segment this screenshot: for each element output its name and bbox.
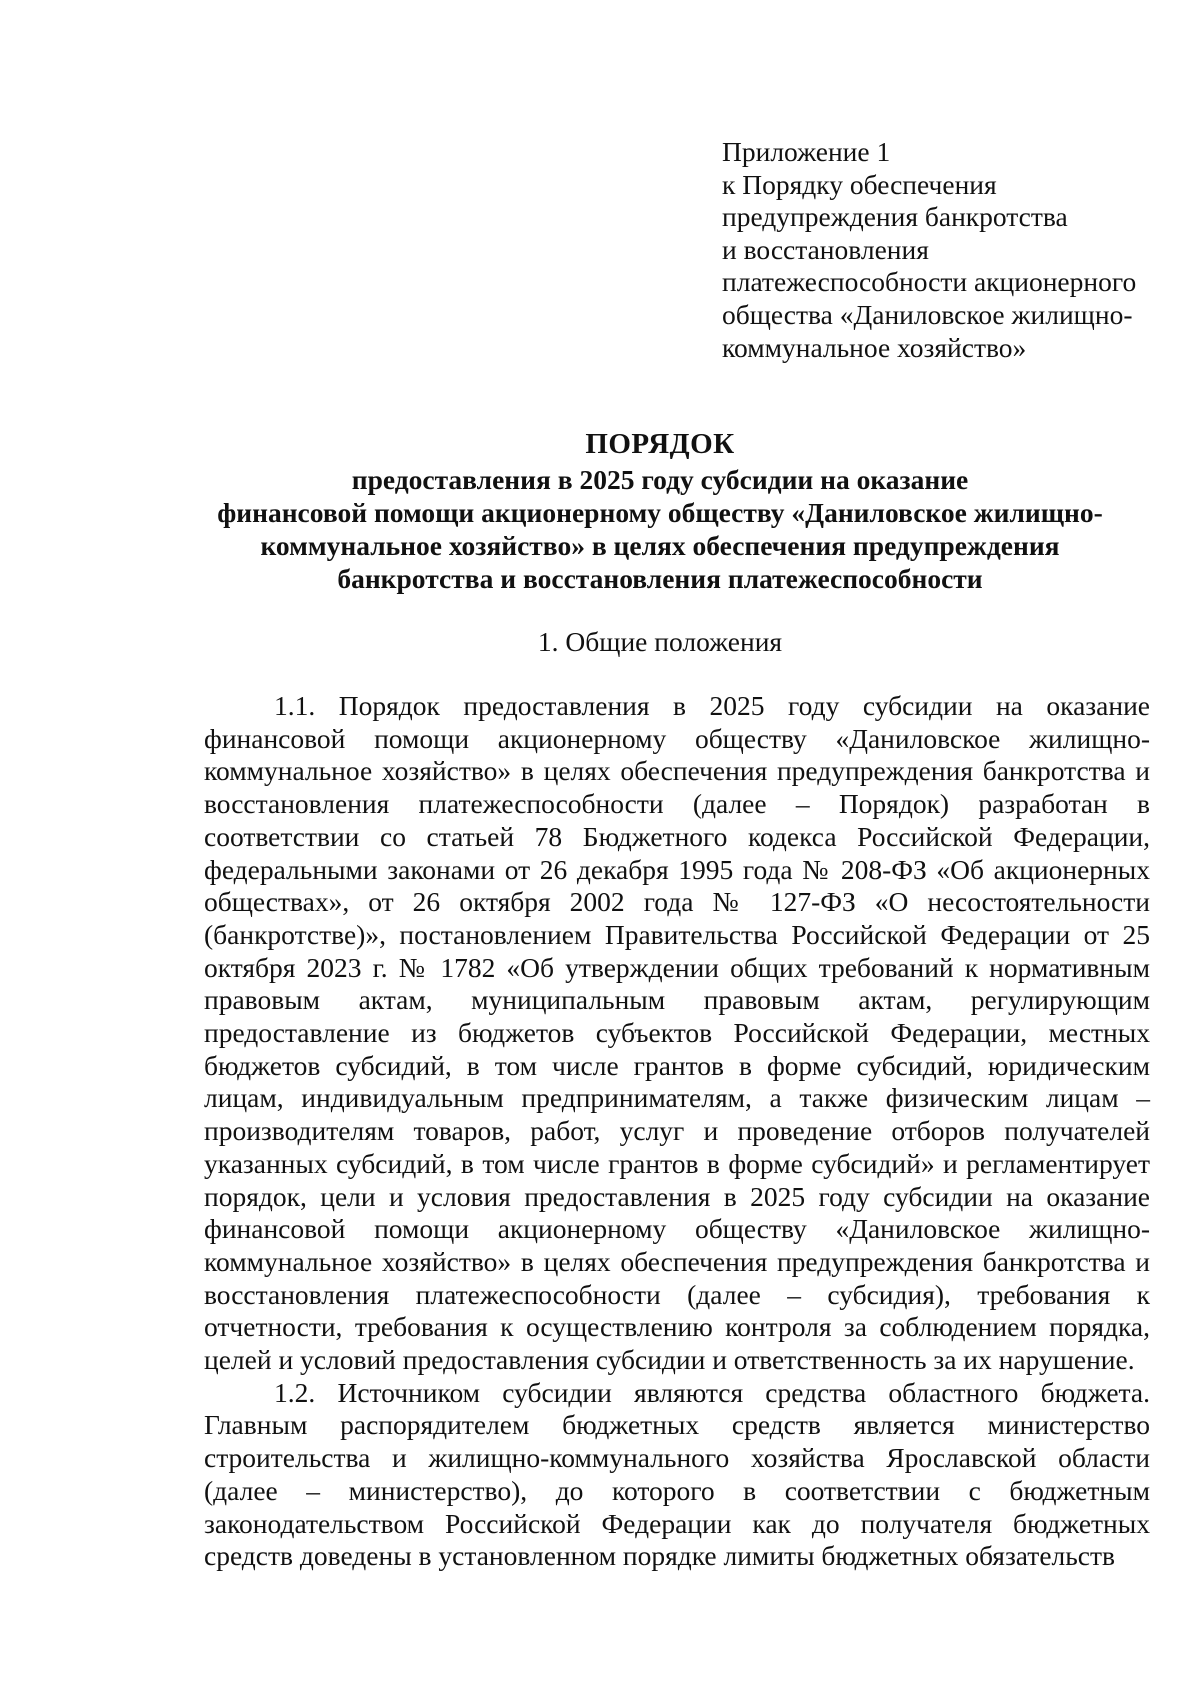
- title-line: банкротства и восстановления платежеспособности: [337, 563, 983, 594]
- title-line: финансовой помощи акционерному обществу «Даниловское жилищно-: [217, 497, 1103, 528]
- appendix-line: платежеспособности акционерного: [722, 266, 1137, 298]
- title-line: коммунальное хозяйство» в целях обеспечения предупреждения: [260, 530, 1060, 561]
- section-heading: 1. Общие положения: [537, 626, 783, 657]
- title-main: ПОРЯДОК: [585, 428, 735, 460]
- body-text: [204, 690, 1150, 1573]
- document-title: [180, 428, 1140, 595]
- appendix-line: к Порядку обеспечения: [722, 168, 997, 200]
- appendix-block: [722, 136, 1152, 364]
- appendix-line: и восстановления: [722, 233, 929, 265]
- appendix-line: Приложение 1: [722, 136, 891, 167]
- title-line: предоставления в 2025 году субсидии на оказание: [351, 464, 969, 495]
- appendix-line: общества «Даниловское жилищно-: [722, 298, 1133, 330]
- appendix-line: предупреждения банкротства: [722, 201, 1068, 233]
- paragraph-1-1: 1.1. Порядок предоставления в 2025 году субсидии на оказание финансовой помощи акционерному обществу «Даниловское жилищно-коммунальное хозяйство» в целях обеспечения предупреждения банкротства и восстановления платежеспособности (далее – Порядок) разработан в соответствии со статьей 78 Бюджетного кодекса Российской Федерации, федеральными законами от 26 декабря 1995 года № 208-ФЗ «Об акционерных обществах», от 26 октября 2002 года № 127-ФЗ «О несостоятельности (банкротстве)», постановлением Правительства Российской Федерации от 25 октября 2023 г. № 1782 «Об утверждении общих требований к нормативным правовым актам, муниципальным правовым актам, регулирующим предоставление из бюджетов субъектов Российской Федерации, местных бюджетов субсидий, в том числе грантов в форме субсидий, юридическим лицам, индивидуальным предпринимателям, а также физическим лицам – производителям товаров, работ, услуг и проведение отборов получателей указанных субсидий, в том числе грантов в форме субсидий» и регламентирует порядок, цели и условия предоставления в 2025 году субсидии на оказание финансовой помощи акционерному обществу «Даниловское жилищно-коммунальное хозяйство» в целях обеспечения предупреждения банкротства и восстановления платежеспособности (далее – субсидия), требования к отчетности, требования к осуществлению контроля за соблюдением порядка, целей и условий предоставления субсидии и ответственность за их нарушение.: [204, 690, 1150, 1376]
- appendix-line: коммунальное хозяйство»: [722, 331, 1027, 363]
- paragraph-1-2: 1.2. Источником субсидии являются средства областного бюджета. Главным распорядителем бюджетных средств является министерство строительства и жилищно-коммунального хозяйства Ярославской области (далее – министерство), до которого в соответствии с бюджетным законодательством Российской Федерации как до получателя бюджетных средств доведены в установленном порядке лимиты бюджетных обязательств: [204, 1376, 1150, 1572]
